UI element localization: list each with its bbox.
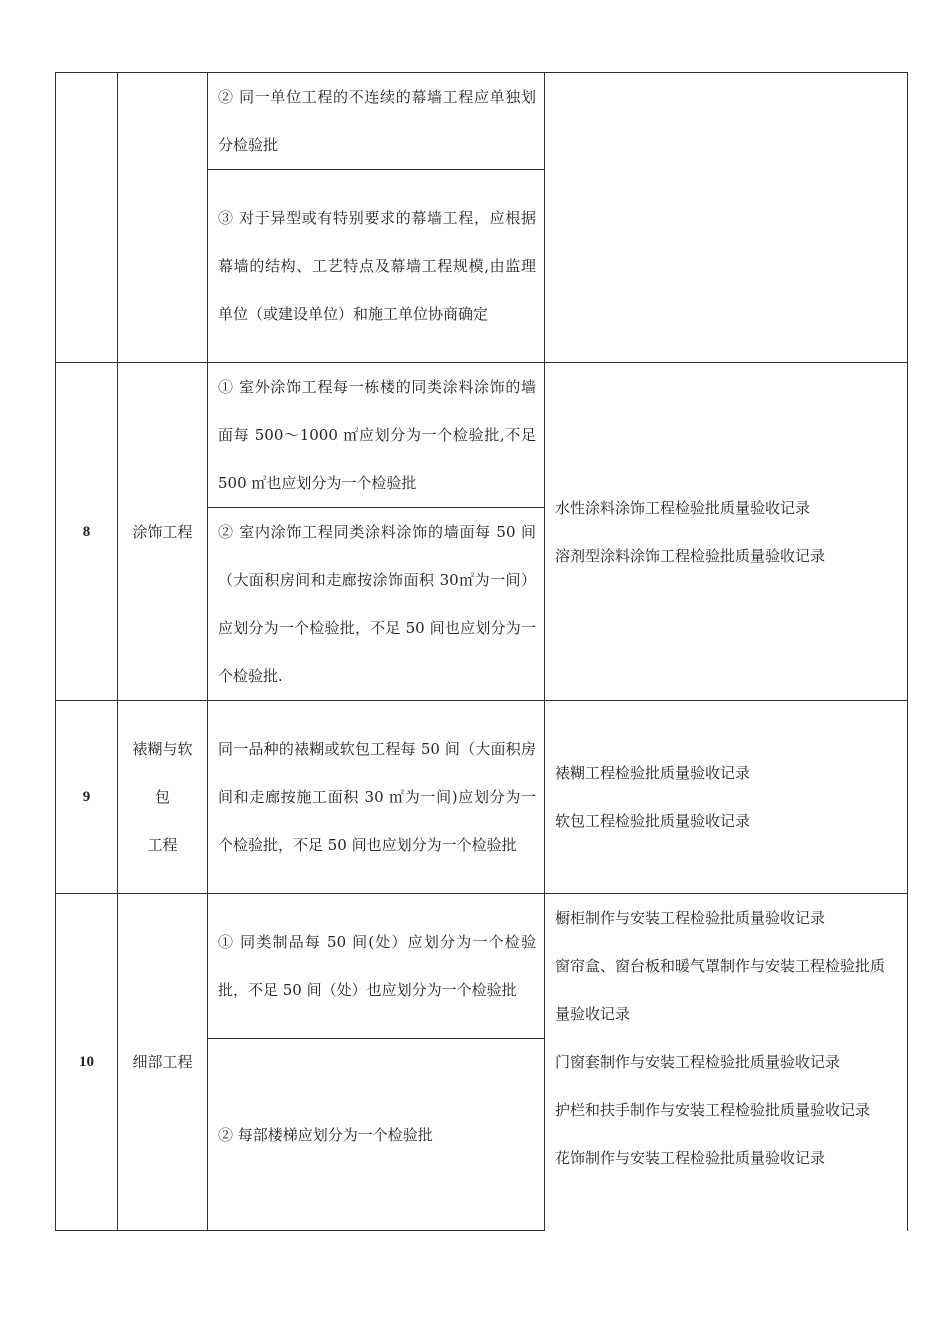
table-row xyxy=(56,363,908,508)
project-name-cell: 细部工程 xyxy=(118,894,208,1231)
project-name-line: 工程 xyxy=(147,836,178,854)
record-cell xyxy=(545,894,908,1231)
division-rule-cell: ① 室外涂饰工程每一栋楼的同类涂料涂饰的墙面每 500～1000 ㎡应划分为一个检验批,不足 500 ㎡也应划分为一个检验批 xyxy=(208,363,545,508)
project-name-cell: 涂饰工程 xyxy=(118,363,208,701)
division-rule-cell: ③ 对于异型或有特别要求的幕墙工程，应根据幕墙的结构、工艺特点及幕墙工程规模,由监理单位（或建设单位）和施工单位协商确定 xyxy=(208,170,545,363)
record-item: 窗帘盒、窗台板和暖气罩制作与安装工程检验批质量验收记录 xyxy=(555,957,886,1023)
table-row xyxy=(56,894,908,1039)
project-name-cell xyxy=(118,73,208,363)
record-item: 花饰制作与安装工程检验批质量验收记录 xyxy=(555,1149,826,1167)
project-name-cell xyxy=(118,701,208,894)
record-item: 门窗套制作与安装工程检验批质量验收记录 xyxy=(555,1053,841,1071)
record-cell xyxy=(545,73,908,363)
project-name-line: 包 xyxy=(154,788,170,806)
row-number-cell: 9 xyxy=(56,701,118,894)
row-number-cell: 10 xyxy=(56,894,118,1231)
inspection-batch-table xyxy=(55,72,908,1231)
row-number-cell: 8 xyxy=(56,363,118,701)
record-cell xyxy=(545,701,908,894)
division-rule-cell: ② 每部楼梯应划分为一个检验批 xyxy=(208,1039,545,1231)
project-name-line: 裱糊与软 xyxy=(132,740,193,758)
record-cell xyxy=(545,363,908,701)
record-item: 护栏和扶手制作与安装工程检验批质量验收记录 xyxy=(555,1101,871,1119)
record-item: 裱糊工程检验批质量验收记录 xyxy=(555,764,751,782)
row-number-cell xyxy=(56,73,118,363)
division-rule-cell: ② 同一单位工程的不连续的幕墙工程应单独划分检验批 xyxy=(208,73,545,170)
table-row xyxy=(56,73,908,170)
table-row xyxy=(56,701,908,894)
record-item: 溶剂型涂料涂饰工程检验批质量验收记录 xyxy=(555,546,826,565)
record-item: 水性涂料涂饰工程检验批质量验收记录 xyxy=(555,498,811,517)
division-rule-cell: ② 室内涂饰工程同类涂料涂饰的墙面每 50 间（大面积房间和走廊按涂饰面积 30㎡为一间）应划分为一个检验批，不足 50 间也应划分为一个检验批. xyxy=(208,508,545,701)
record-item: 橱柜制作与安装工程检验批质量验收记录 xyxy=(555,909,826,927)
division-rule-cell: 同一品种的裱糊或软包工程每 50 间（大面积房间和走廊按施工面积 30 ㎡为一间)应划分为一个检验批，不足 50 间也应划分为一个检验批 xyxy=(208,701,545,894)
record-item: 软包工程检验批质量验收记录 xyxy=(555,812,751,830)
division-rule-cell: ① 同类制品每 50 间(处）应划分为一个检验批，不足 50 间（处）也应划分为一个检验批 xyxy=(208,894,545,1039)
